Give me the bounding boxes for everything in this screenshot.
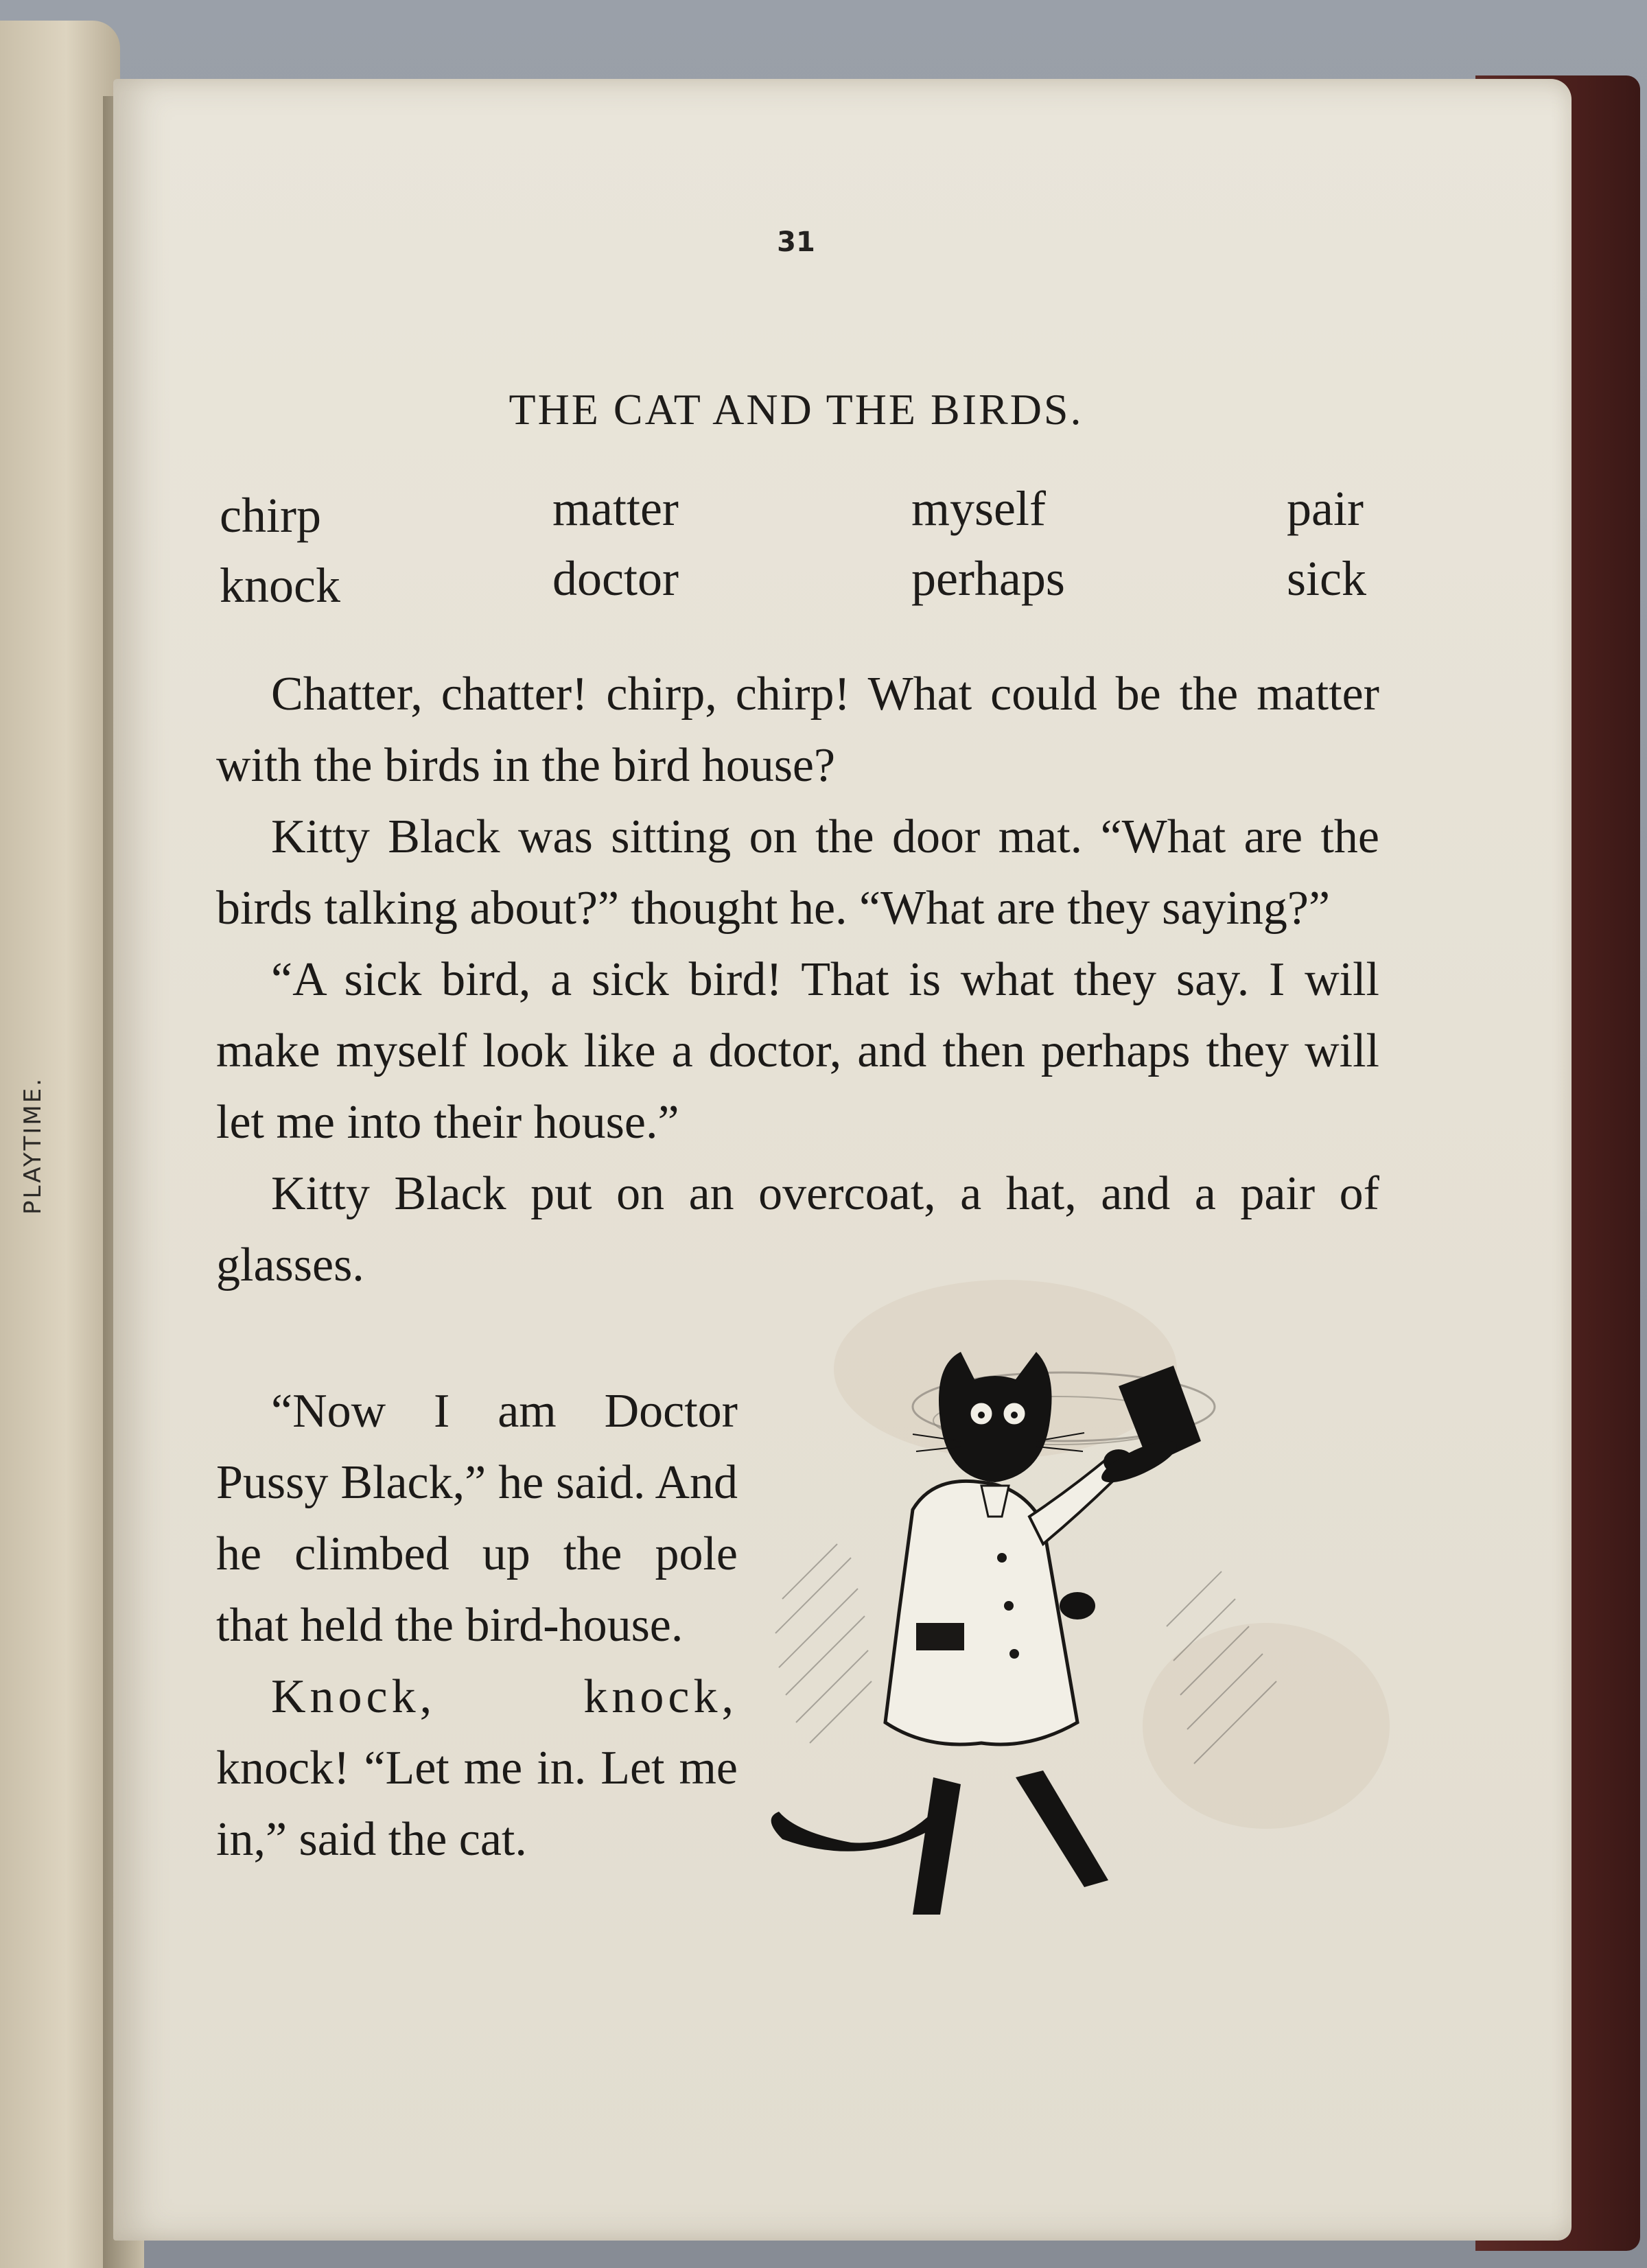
coat-pocket <box>916 1623 964 1650</box>
left-page-edge <box>0 21 120 2268</box>
vocab-word: perhaps <box>911 551 1065 606</box>
cat-eye <box>978 1412 985 1418</box>
vocab-word: knock <box>220 558 340 613</box>
cat-head <box>939 1352 1052 1482</box>
knock-line: Knock, knock, <box>271 1670 738 1723</box>
cat-paw <box>1060 1592 1095 1620</box>
vocab-word: myself <box>911 481 1046 536</box>
chapter-title: THE CAT AND THE BIRDS. <box>509 385 1084 434</box>
cat-leg <box>913 1777 961 1915</box>
cat-leg <box>1016 1770 1108 1887</box>
paragraph: Chatter, chatter! chirp, chirp! What could be the matter with the birds in the bird house? <box>216 668 1379 792</box>
cat-doctor-illustration <box>755 1338 1318 1956</box>
paragraph: Kitty Black was sitting on the door mat. “What are the birds talking about?” thought he. “What are they saying?” <box>216 810 1379 935</box>
coat-button <box>1004 1601 1014 1611</box>
paragraph: “Now I am Doctor Pussy Black,” he said. And he climbed up the pole that held the bird-house. <box>216 1385 738 1652</box>
running-head: PLAYTIME. <box>19 1076 47 1215</box>
top-hat-icon <box>1097 1366 1201 1490</box>
vocab-word: doctor <box>552 551 679 606</box>
coat-button <box>997 1553 1007 1563</box>
vocab-word: sick <box>1287 551 1366 606</box>
paragraph: knock! “Let me in. Let me in,” said the cat. <box>216 1742 738 1866</box>
paragraph: “A sick bird, a sick bird! That is what they say. I will make myself look like a doctor, and then perhaps they will let me into their house.” <box>216 953 1379 1149</box>
vocab-word: pair <box>1287 481 1364 536</box>
page-number: 31 <box>777 226 815 258</box>
story-text <box>216 659 1379 1301</box>
paragraph: Kitty Black put on an overcoat, a hat, and a pair of glasses. <box>216 1167 1379 1291</box>
vocab-word: chirp <box>220 488 321 543</box>
cat-eye <box>1011 1412 1018 1418</box>
vocab-word: matter <box>552 481 679 536</box>
cat-tail <box>771 1812 933 1851</box>
story-text-narrow <box>216 1376 738 1875</box>
coat-button <box>1009 1649 1019 1659</box>
